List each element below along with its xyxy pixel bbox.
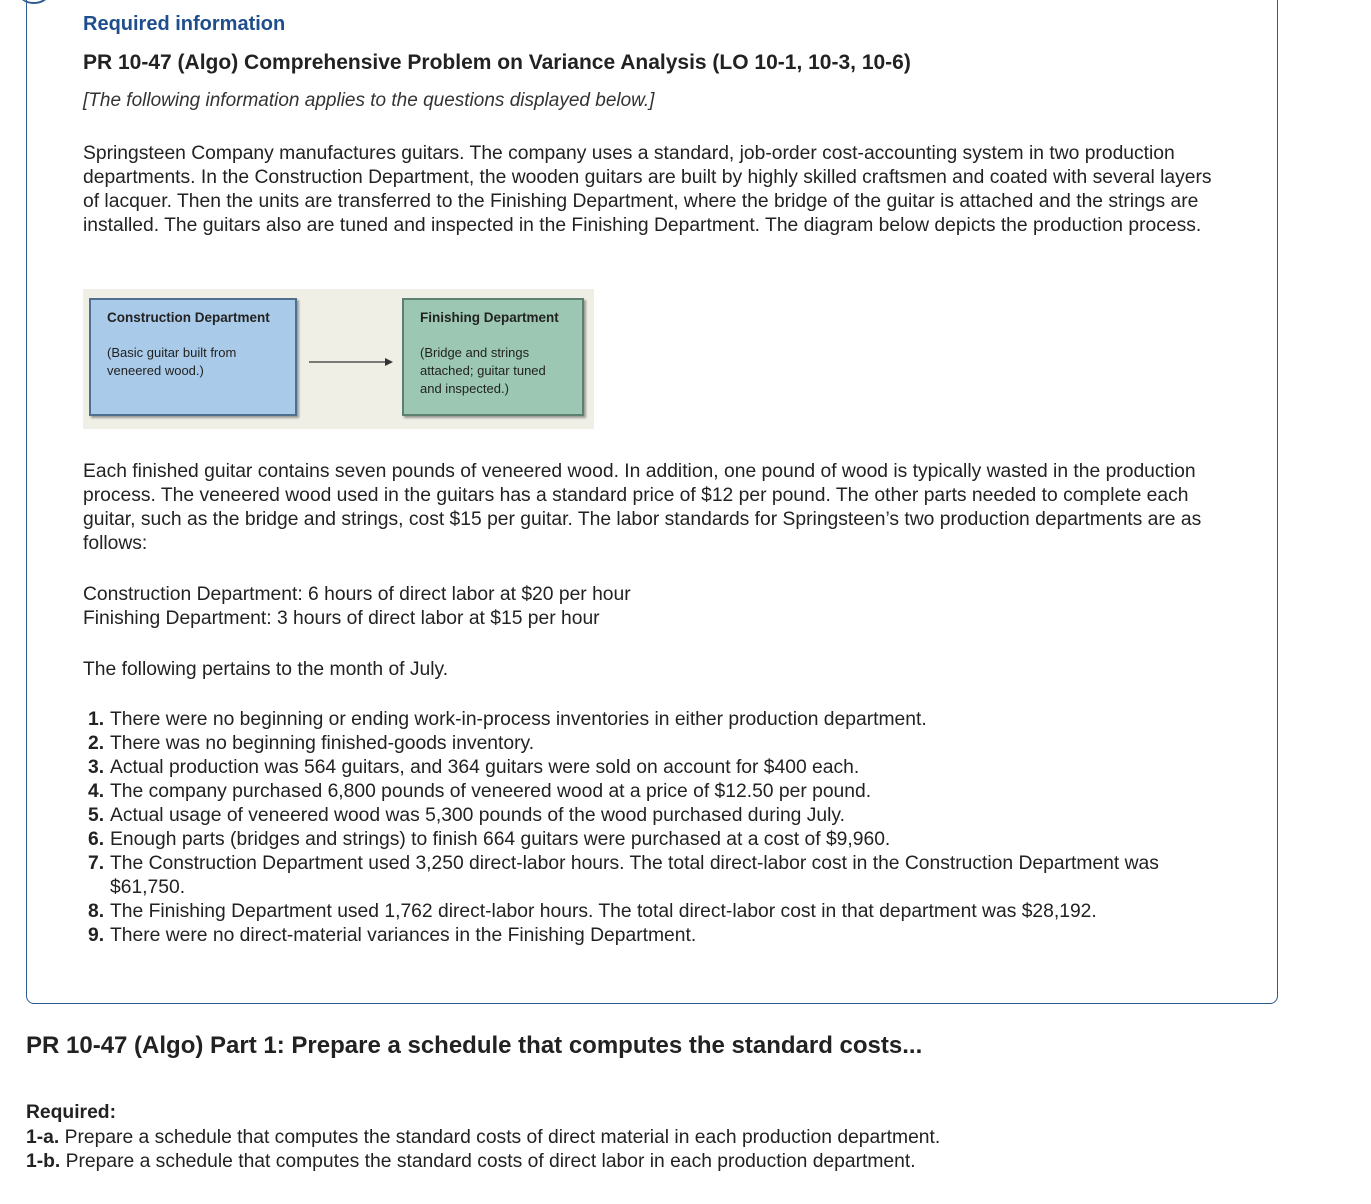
- construction-department-title: Construction Department: [107, 310, 270, 325]
- arrow-right-icon: [309, 357, 393, 367]
- list-item: [86, 804, 1226, 828]
- list-item-number: 1.: [88, 709, 105, 730]
- list-item-text: The Finishing Department used 1,762 direct-labor hours. The total direct-labor cost in that department was $28,192.: [110, 901, 1097, 922]
- list-item-text: Actual usage of veneered wood was 5,300 pounds of the wood purchased during July.: [110, 805, 845, 826]
- list-item-text: There were no beginning or ending work-in-process inventories in either production department.: [110, 709, 927, 730]
- list-item-number: 9.: [88, 925, 105, 946]
- list-item: [86, 852, 1226, 900]
- requirement-1b-text: Prepare a schedule that computes the standard costs of direct labor in each production department.: [65, 1151, 916, 1172]
- list-item: [86, 828, 1226, 852]
- requirement-1a: [26, 1126, 940, 1150]
- finishing-department-title: Finishing Department: [420, 310, 559, 325]
- construction-department-box: [89, 298, 297, 416]
- list-item-text: There were no direct-material variances in the Finishing Department.: [110, 925, 697, 946]
- list-item-text: Actual production was 564 guitars, and 364 guitars were sold on account for $400 each.: [110, 757, 860, 778]
- finishing-department-box: [402, 298, 584, 416]
- part-1-title: PR 10-47 (Algo) Part 1: Prepare a schedule that computes the standard costs...: [26, 1032, 923, 1059]
- requirement-1a-label: 1-a.: [26, 1127, 60, 1148]
- list-item-text: The company purchased 6,800 pounds of veneered wood at a price of $12.50 per pound.: [110, 781, 872, 802]
- requirement-1a-text: Prepare a schedule that computes the standard costs of direct material in each production department.: [64, 1127, 941, 1148]
- july-facts-list: [86, 708, 1226, 948]
- list-item-number: 7.: [88, 853, 105, 874]
- list-item-number: 2.: [88, 733, 105, 754]
- list-item-number: 6.: [88, 829, 105, 850]
- construction-department-description: (Basic guitar built from veneered wood.): [107, 345, 237, 378]
- requirement-1b: [26, 1150, 916, 1174]
- list-item: [86, 708, 1226, 732]
- intro-paragraph-2: Each finished guitar contains seven pounds of veneered wood. In addition, one pound of wood is typically wasted in the production process. The veneered wood used in the guitars has a standard price of $12 per pound. The other parts needed to complete each guitar, such as the bridge and strings, cost $15 per guitar. The labor standards for Springsteen’s two production departments are as follows:: [83, 461, 1202, 554]
- list-item: [86, 756, 1226, 780]
- required-information-heading: Required information: [83, 13, 286, 35]
- list-item: [86, 732, 1226, 756]
- pertains-statement: The following pertains to the month of July.: [83, 659, 449, 680]
- intro-paragraph-1: Springsteen Company manufactures guitars. The company uses a standard, job-order cost-accounting system in two production departments. In the Construction Department, the wooden guitars are built by highly skilled craftsmen and coated with several layers of lacquer. Then the units are transferred to the Finishing Department, where the bridge of the guitar is attached and the strings are installed. The guitars also are tuned and inspected in the Finishing Department. The diagram below depicts the production process.: [83, 143, 1212, 236]
- list-item: [86, 924, 1226, 948]
- list-item: [86, 900, 1226, 924]
- list-item-number: 5.: [88, 805, 105, 826]
- construction-labor-standard: Construction Department: 6 hours of direct labor at $20 per hour: [83, 584, 631, 605]
- production-process-diagram: [83, 289, 594, 429]
- list-item-number: 3.: [88, 757, 105, 778]
- list-item-text: There was no beginning finished-goods inventory.: [110, 733, 535, 754]
- applies-note: [The following information applies to the questions displayed below.]: [83, 90, 655, 111]
- finishing-department-description: (Bridge and strings attached; guitar tuned and inspected.): [420, 345, 546, 396]
- list-item-text: The Construction Department used 3,250 direct-labor hours. The total direct-labor cost in the Construction Department was $61,750.: [110, 853, 1159, 898]
- problem-title: PR 10-47 (Algo) Comprehensive Problem on Variance Analysis (LO 10-1, 10-3, 10-6): [83, 51, 911, 74]
- list-item: [86, 780, 1226, 804]
- requirement-1b-label: 1-b.: [26, 1151, 61, 1172]
- list-item-number: 8.: [88, 901, 105, 922]
- finishing-labor-standard: Finishing Department: 3 hours of direct labor at $15 per hour: [83, 608, 600, 629]
- list-item-number: 4.: [88, 781, 105, 802]
- required-label: Required:: [26, 1102, 116, 1123]
- list-item-text: Enough parts (bridges and strings) to finish 664 guitars were purchased at a cost of $9,960.: [110, 829, 891, 850]
